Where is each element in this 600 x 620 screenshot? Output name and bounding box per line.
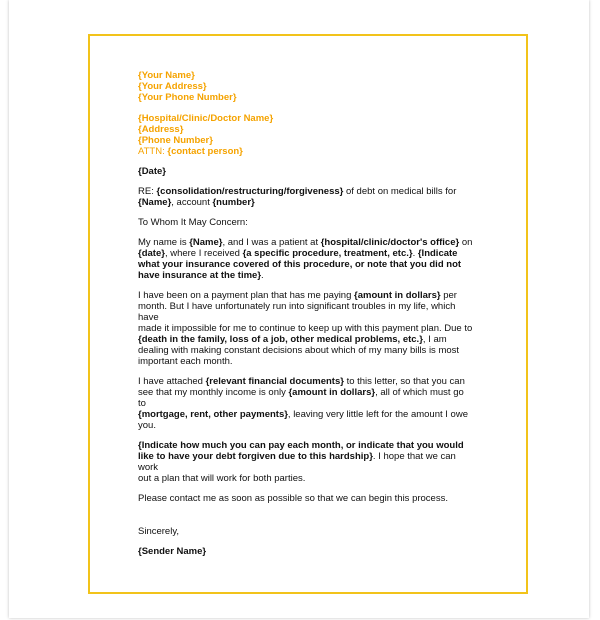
p3-text-5: , leaving very little left for the amount I owe: [287, 409, 468, 420]
p4-indicate-2: like to have your debt forgiven due to this hardship}: [138, 451, 373, 462]
paragraph-3: [138, 376, 474, 431]
letter-body: [138, 70, 474, 557]
sender-address: {Your Address}: [138, 81, 207, 92]
p4-text-1: . I hope that we can work: [138, 451, 456, 473]
p1-text-6: .: [261, 270, 264, 281]
p2-line-5: dealing with making constant decisions about which of my many bills is most: [138, 345, 460, 356]
recipient-block: [138, 113, 474, 157]
attn-value: {contact person}: [167, 146, 243, 157]
p1-text-5: .: [412, 248, 418, 259]
paragraph-5: Please contact me as soon as possible so that we can begin this process.: [138, 493, 448, 504]
p3-text-4: , all of which must go to: [138, 387, 464, 409]
p1-text-3: on: [459, 237, 473, 248]
re-line: [138, 186, 474, 208]
p2-text-3: , I am: [422, 334, 447, 345]
re-name: {Name}: [138, 197, 172, 208]
p3-text-1: I have attached: [138, 376, 206, 387]
recipient-name: {Hospital/Clinic/Doctor Name}: [138, 113, 274, 124]
p3-text-6: you.: [138, 420, 156, 431]
attn-label: ATTN:: [138, 146, 168, 157]
p1-text-2: , and I was a patient at: [222, 237, 321, 248]
re-account-text: , account: [171, 197, 213, 208]
p3-payments: {mortgage, rent, other payments}: [138, 409, 288, 420]
p3-text-3: see that my monthly income is only: [138, 387, 289, 398]
paragraph-1: [138, 237, 474, 281]
p3-text-2: to this letter, so that you can: [343, 376, 465, 387]
re-number: {number}: [212, 197, 255, 208]
date-value: {Date}: [138, 166, 166, 177]
paragraph-2: [138, 290, 474, 367]
recipient-attn: [138, 146, 474, 157]
sender-block: [138, 70, 474, 103]
p4-indicate-1: {Indicate how much you can pay each month, or indicate that you would: [138, 440, 464, 451]
re-type: {consolidation/restructuring/forgiveness}: [156, 186, 344, 197]
p2-line-6: important each month.: [138, 356, 233, 367]
p2-line-3: made it impossible for me to continue to keep up with this payment plan. Due to: [138, 323, 473, 334]
letter-date: [138, 166, 474, 177]
sender-phone: {Your Phone Number}: [138, 92, 237, 103]
signature-name: {Sender Name}: [138, 546, 207, 557]
p2-text-1: I have been on a payment plan that has me paying: [138, 290, 355, 301]
re-mid: of debt on medical bills for: [343, 186, 457, 197]
p4-text-2: out a plan that will work for both parties.: [138, 473, 306, 484]
closing: Sincerely,: [138, 526, 180, 537]
p3-documents: {relevant financial documents}: [205, 376, 344, 387]
p1-procedure: {a specific procedure, treatment, etc.}: [242, 248, 413, 259]
p1-text-4: , where I received: [164, 248, 243, 259]
p2-amount: {amount in dollars}: [354, 290, 441, 301]
p1-indicate-3: have insurance at the time}: [138, 270, 262, 281]
p1-indicate-1: {Indicate: [417, 248, 458, 259]
recipient-address: {Address}: [138, 124, 184, 135]
salutation: To Whom It May Concern:: [138, 217, 248, 228]
re-prefix: RE:: [138, 186, 157, 197]
signature: [138, 546, 474, 557]
sender-name: {Your Name}: [138, 70, 195, 81]
p2-reason: {death in the family, loss of a job, other medical problems, etc.}: [138, 334, 423, 345]
p1-name: {Name}: [189, 237, 223, 248]
p1-indicate-2: what your insurance covered of this procedure, or note that you did not: [138, 259, 462, 270]
p3-amount: {amount in dollars}: [288, 387, 376, 398]
p2-line-2: month. But I have unfortunately run into significant troubles in my life, which have: [138, 301, 456, 323]
p2-text-2: per: [440, 290, 457, 301]
p1-text-1: My name is: [138, 237, 190, 248]
paragraph-4: [138, 440, 474, 484]
p1-date: {date}: [138, 248, 165, 259]
p1-facility: {hospital/clinic/doctor's office}: [320, 237, 460, 248]
recipient-phone: {Phone Number}: [138, 135, 213, 146]
